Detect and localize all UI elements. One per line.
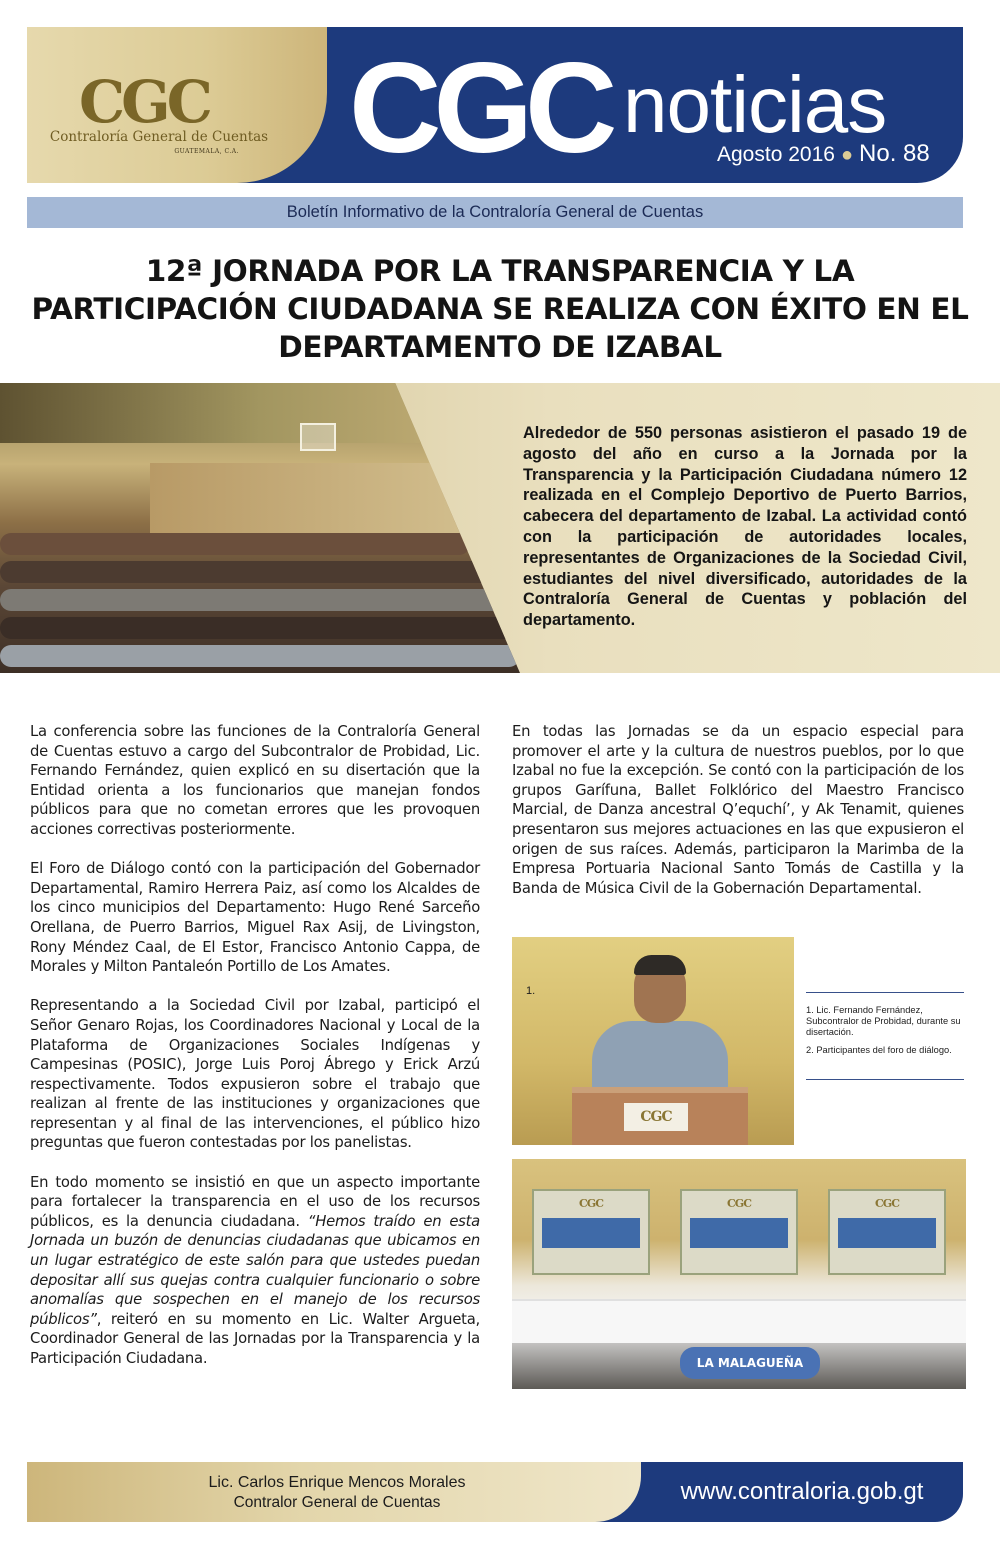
photo-number-tag: 1. xyxy=(526,985,536,997)
article-headline: 12ª JORNADA POR LA TRANSPARENCIA Y LA PARTICIPACIÓN CIUDADANA SE REALIZA CON ÉXITO EN EL DEPARTAMENTO DE IZABAL xyxy=(31,254,969,364)
podium-logo: CGC xyxy=(624,1103,688,1131)
article-lead: Alrededor de 550 personas asistieron el pasado 19 de agosto del año en curso a la Jornada por la Transparencia y la Participación Ciudadana número 12 realizada en el Complejo Deportivo de Puerto Barrios, cabecera del departamento de Izabal. La actividad contó con la participación de autoridades locales, representantes de Organizaciones de la Sociedad Civil, estudiantes del nivel diversificado, autoridades de la Contraloría General de Cuentas y población del departamento. xyxy=(523,424,967,630)
paragraph-foro: El Foro de Diálogo contó con la participación del Gobernador Departamental, Ramiro Herrera Paiz, así como los Alcaldes de los cinco municipios del Departamento: Hugo René Sarceño Orellana, de Puerro Barrios, Miguel Rax Asij, de Livingston, Rony Méndez Caal, de El Estor, Francisco Antonio Cappa, de Morales y Milton Pantaleón Portillo de Los Amates. xyxy=(30,860,480,976)
panel-table xyxy=(512,1299,966,1343)
event-banner xyxy=(680,1189,798,1275)
audience-row xyxy=(0,589,520,611)
footer-gold-panel xyxy=(27,1462,641,1522)
paragraph-conferencia: La conferencia sobre las funciones de la Contraloría General de Cuentas estuvo a cargo del Subcontralor de Probidad, Lic. Fernando Fernández, quien explicó en su disertación que la Entidad orienta a los funcionarios que manejan fondos públicos para que no cometan errores que les provoquen acciones correctivas posteriormente. xyxy=(30,723,480,838)
banner-logo: CGC xyxy=(727,1197,751,1210)
audience-row xyxy=(0,645,520,667)
logo-institution-name: Contraloría General de Cuentas xyxy=(49,129,269,145)
event-banner xyxy=(828,1189,946,1275)
basketball-hoop-icon xyxy=(300,423,336,451)
issue-info xyxy=(717,140,930,168)
left-column xyxy=(30,722,480,1388)
paragraph-cultura: En todas las Jornadas se da un espacio especial para promover el arte y la cultura de nuestros pueblos, por lo que Izabal no fue la excepción. Se contó con la participación de los grupos Garífuna, Ballet Folklórico del Maestro Francisco Marcial, de Danza ancestral Q’equchí’, y Ak Tenamit, quienes presentaron sus mejores actuaciones en las que expusieron el origen de sus raíces. Además, participaron la Marimba de la Empresa Portuaria Nacional Santo Tomás de Castilla y la Banda de Música Civil de la Gobernación Departamental. xyxy=(512,723,964,897)
right-column xyxy=(512,722,964,918)
paragraph-denuncia-start: En todo momento se insistió en que un aspecto importante para fortalecer la transparencia en el uso de los recursos públicos, es la denuncia ciudadana. xyxy=(30,1173,480,1230)
cgc-logo: CGC xyxy=(79,68,209,136)
banner-logo: CGC xyxy=(579,1197,603,1210)
brand-cgc: CGC xyxy=(349,37,610,180)
brand-noticias: noticias xyxy=(623,60,887,149)
issue-date: Agosto 2016 xyxy=(717,143,835,166)
logo-location: GUATEMALA, C.A. xyxy=(174,148,239,155)
bulletin-tagline: Boletín Informativo de la Contraloría General de Cuentas xyxy=(27,197,963,228)
audience-row xyxy=(0,617,520,639)
speaker-photo xyxy=(512,937,794,1145)
event-banner xyxy=(532,1189,650,1275)
contralor-name: Lic. Carlos Enrique Mencos Morales xyxy=(208,1474,466,1491)
contralor-title: Contralor General de Cuentas xyxy=(233,1494,441,1511)
audience-row xyxy=(0,561,500,583)
speaker-hair xyxy=(634,955,686,975)
paragraph-denuncia-quote: “Hemos traído en esta Jornada un buzón de denuncias ciudadanas que ubicamos en un lugar estratégico de este salón para que ustedes puedan depositar allí sus quejas contra cualquier funcionario o sobre anomalías que sospechen en el manejo de los recursos públicos” xyxy=(30,1212,480,1328)
issue-number: No. 88 xyxy=(859,140,930,167)
banner-logo: CGC xyxy=(875,1197,899,1210)
paragraph-sociedad-civil: Representando a la Sociedad Civil por Izabal, participó el Señor Genaro Rojas, los Coordinadores Nacional y Local de la Plataforma de Organizaciones Sociales Indígenas y Campesinas (POSIC), Jorge Luis Poroj Ábrego y Erick Arzú respectivamente. Todos expusieron sobre el trabajo que realizan al frente de las instituciones y organizaciones que representan y al final de las intervenciones, el público hizo preguntas que fueron contestadas por los panelistas. xyxy=(30,997,480,1152)
photo-captions xyxy=(806,992,964,1080)
caption-1: 1. Lic. Fernando Fernández, Subcontralor de Probidad, durante su disertación. xyxy=(806,1005,961,1037)
audience-row xyxy=(0,533,470,555)
paragraph-denuncia-end: , reiteró en su momento en Lic. Walter Argueta, Coordinador General de las Jornadas por la Transparencia y la Participación Ciudadana. xyxy=(30,1310,480,1367)
paragraph-denuncia xyxy=(30,1173,480,1369)
website-link[interactable]: www.contraloria.gob.gt xyxy=(680,1478,924,1505)
caption-2: 2. Participantes del foro de diálogo. xyxy=(806,1045,952,1056)
malaguena-sign: LA MALAGUEÑA xyxy=(680,1347,820,1379)
panel-photo xyxy=(512,1159,966,1389)
bullet-dot-icon: ● xyxy=(840,144,854,166)
footer-banner xyxy=(27,1462,963,1522)
masthead-banner xyxy=(27,27,963,183)
